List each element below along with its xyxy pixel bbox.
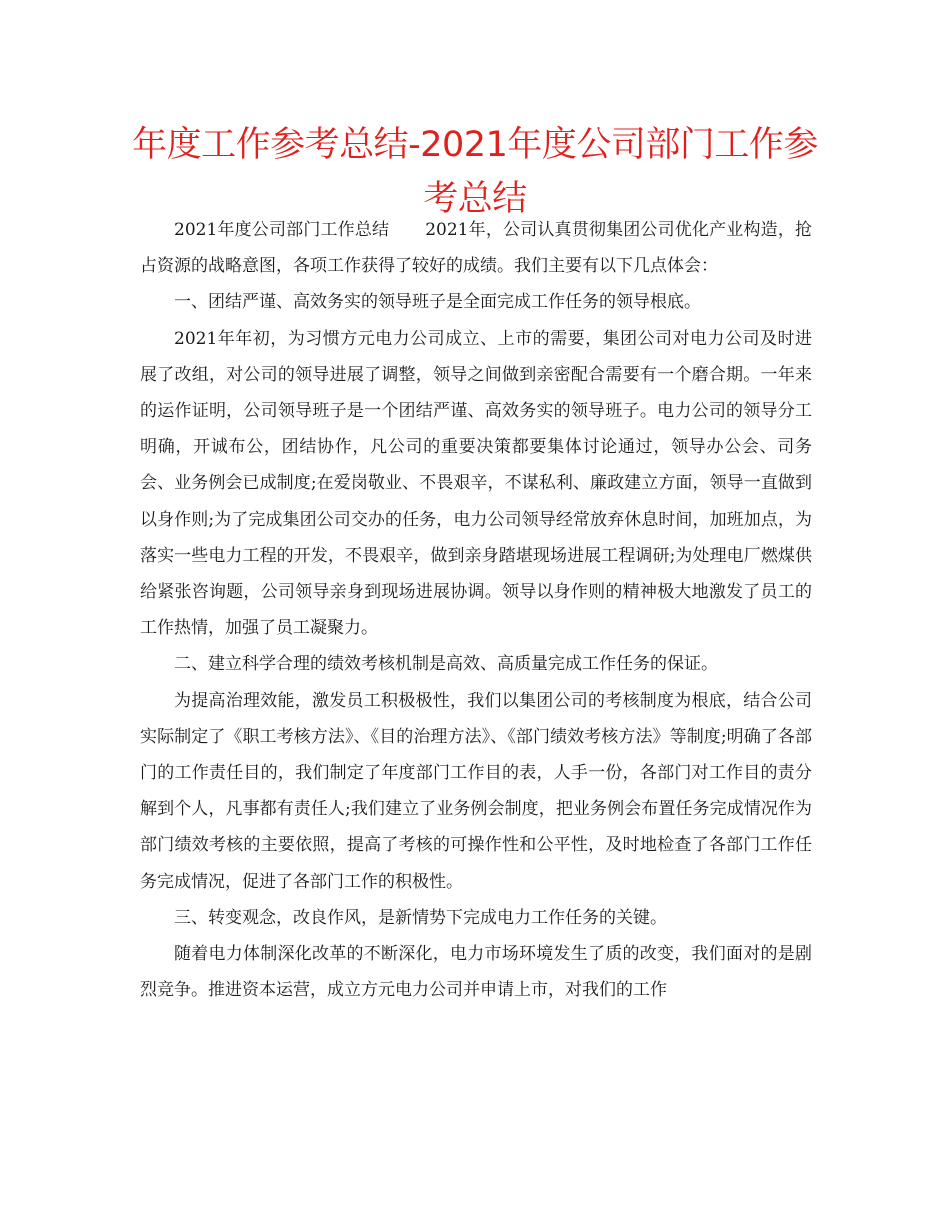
document-body (140, 212, 812, 1008)
paragraph-3: 二、建立科学合理的绩效考核机制是高效、高质量完成工作任务的保证。 (174, 654, 718, 675)
paragraph-2: 2021年年初，为习惯方元电力公司成立、上市的需要，集团公司对电力公司及时进展了改组，对公司的领导进展了调整，领导之间做到亲密配合需要有一个磨合期。一年来的运作证明，公司领导班子是一个团结严谨、高效务实的领导班子。电力公司的领导分工明确，开诚布公，团结协作，凡公司的重要决策都要集体讨论通过，领导办公会、司务会、业务例会已成制度;在爱岗敬业、不畏艰辛，不谋私利、廉政建立方面，领导一直做到以身作则;为了完成集团公司交办的任务，电力公司领导经常放弃休息时间，加班加点，为落实一些电力工程的开发，不畏艰辛，做到亲身踏堪现场进展工程调研;为处理电厂燃煤供给紧张咨询题，公司领导亲身到现场进展协调。领导以身作则的精神极大地激发了员工的工作热情，加强了员工凝聚力。 (140, 328, 812, 639)
paragraph-1: 一、团结严谨、高效务实的领导班子是全面完成工作任务的领导根底。 (174, 292, 701, 313)
paragraph-6: 随着电力体制深化改革的不断深化，电力市场环境发生了质的改变，我们面对的是剧烈竞争。推进资本运营，成立方元电力公司并申请上市，对我们的工作 (140, 944, 812, 1001)
intro-paragraph (140, 212, 812, 284)
intro-heading: 2021年度公司部门工作总结 (174, 220, 390, 240)
paragraph-4: 为提高治理效能，激发员工积极极性，我们以集团公司的考核制度为根底，结合公司实际制定了《职工考核方法》、《目的治理方法》、《部门绩效考核方法》等制度;明确了各部门的工作责任目的，我们制定了年度部门工作目的表，人手一份，各部门对工作目的责分解到个人，凡事都有责任人;我们建立了业务例会制度，把业务例会布置任务完成情况作为部门绩效考核的主要依照，提高了考核的可操作性和公平性，及时地检查了各部门工作任务完成情况，促进了各部门工作的积极性。 (140, 690, 812, 892)
paragraph-5: 三、转变观念，改良作风，是新情势下完成电力工作任务的关键。 (174, 907, 667, 928)
document-title: 年度工作参考总结-2021年度公司部门工作参考总结 (132, 125, 818, 219)
intro-text: 2021年，公司认真贯彻集团公司优化产业构造，抢占资源的战略意图，各项工作获得了较好的成绩。我们主要有以下几点体会： (140, 220, 813, 277)
